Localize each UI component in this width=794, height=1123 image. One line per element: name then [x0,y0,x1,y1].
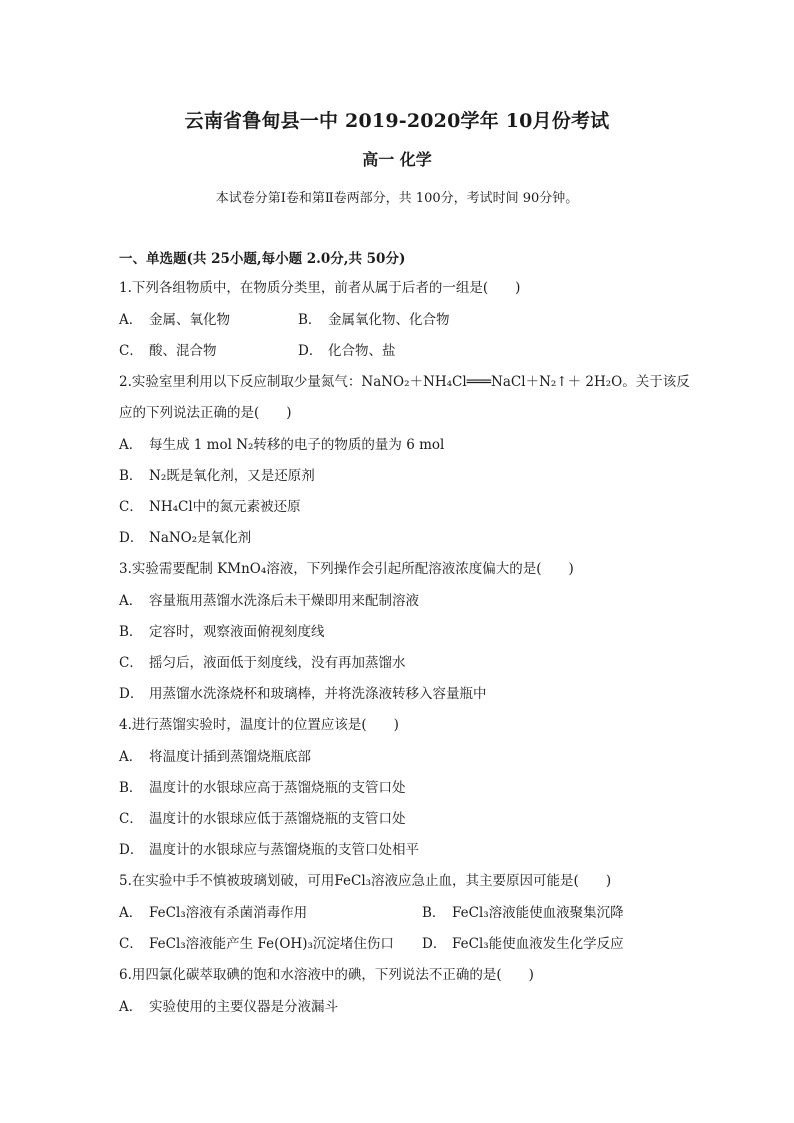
q1-option-c [119,341,217,361]
q4-option-d-letter: D． [119,842,144,858]
q1-stem: 1.下列各组物质中，在物质分类里，前者从属于后者的一组是( ) [119,280,521,296]
q4-option-a-letter: A． [119,749,143,765]
q1-option-d-letter: D． [298,343,323,359]
q2-option-a-text: 每生成 1 mol N₂转移的电子的物质的量为 6 mol [149,437,445,453]
q4-option-c-text: 温度计的水银球应低于蒸馏烧瓶的支管口处 [149,811,406,827]
q4-option-a [119,747,311,767]
q5-option-b-letter: B． [422,905,446,921]
q1-option-c-text: 酸、混合物 [149,343,217,359]
q1-option-a-text: 金属、氧化物 [149,312,230,328]
exam-intro: 本试卷分第Ⅰ卷和第Ⅱ卷两部分，共 100分，考试时间 90分钟。 [215,191,579,206]
q3-option-c-letter: C． [119,655,143,671]
q2-option-c [119,497,301,517]
q6-option-a [119,997,338,1017]
exam-title: 云南省鲁甸县一中 2019-2020学年 10月份考试 [184,110,610,132]
q2-option-b-letter: B． [119,468,143,484]
section-heading: 一、单选题(共 25小题,每小题 2.0分,共 50分) [119,251,406,267]
q6-stem: 6.用四氯化碳萃取碘的饱和水溶液中的碘，下列说法不正确的是( ) [119,967,534,983]
q2-option-d [119,528,251,548]
q3-option-a-text: 容量瓶用蒸馏水洗涤后未干燥即用来配制溶液 [149,593,419,609]
q1-option-d [298,341,396,361]
q5-option-d-letter: D． [422,936,447,952]
q3-option-d-letter: D． [119,686,144,702]
q2-option-b [119,466,315,486]
q5-option-a-text: FeCl₃溶液有杀菌消毒作用 [149,905,308,921]
q2-option-c-letter: C． [119,499,143,515]
q4-option-a-text: 将温度计插到蒸馏烧瓶底部 [149,749,311,765]
q5-option-c-text: FeCl₃溶液能产生 Fe(OH)₃沉淀堵住伤口 [149,936,394,952]
q2-option-a-letter: A． [119,437,143,453]
q3-option-b [119,622,325,642]
q1-option-a [119,310,230,330]
q5-option-a-letter: A． [119,905,143,921]
q1-option-d-text: 化合物、盐 [328,343,396,359]
q5-option-b-text: FeCl₃溶液能使血液聚集沉降 [452,905,624,921]
q2-stem-line1: 2.实验室里利用以下反应制取少量氮气：NaNO₂＋NH₄Cl═══NaCl＋N₂↑＋ 2H₂O。关于该反 [119,374,690,390]
q4-option-b-letter: B． [119,780,143,796]
q2-option-d-text: NaNO₂是氧化剂 [149,530,252,546]
q4-option-b [119,778,406,798]
q2-option-c-text: NH₄Cl中的氮元素被还原 [149,499,301,515]
q5-option-c-letter: C． [119,936,143,952]
q4-option-d-text: 温度计的水银球应与蒸馏烧瓶的支管口处相平 [149,842,419,858]
q3-option-a [119,591,419,611]
q2-stem-line2: 应的下列说法正确的是( ) [119,405,292,421]
q2-option-a [119,435,444,455]
q4-option-c [119,809,406,829]
q1-option-b [298,310,450,330]
q4-option-d [119,840,419,860]
q2-option-b-text: N₂既是氧化剂，又是还原剂 [149,468,315,484]
q4-option-b-text: 温度计的水银球应高于蒸馏烧瓶的支管口处 [149,780,406,796]
q5-option-d-text: FeCl₃能使血液发生化学反应 [452,936,624,952]
q3-option-b-text: 定容时，观察液面俯视刻度线 [149,624,325,640]
q1-option-b-text: 金属氧化物、化合物 [328,312,450,328]
q4-stem: 4.进行蒸馏实验时，温度计的位置应该是( ) [119,717,399,733]
q3-option-d [119,684,487,704]
q5-option-a [119,903,307,923]
exam-subtitle: 高一 化学 [362,150,432,169]
q5-option-b [422,903,624,923]
q6-option-a-letter: A． [119,999,143,1015]
q3-option-c-text: 摇匀后，液面低于刻度线，没有再加蒸馏水 [149,655,406,671]
q4-option-c-letter: C． [119,811,143,827]
q5-option-c [119,934,394,954]
q3-stem: 3.实验需要配制 KMnO₄溶液，下列操作会引起所配溶液浓度偏大的是( ) [119,561,574,577]
q3-option-d-text: 用蒸馏水洗涤烧杯和玻璃棒，并将洗涤液转移入容量瓶中 [149,686,487,702]
q3-option-c [119,653,406,673]
q1-option-a-letter: A． [119,312,143,328]
q3-option-a-letter: A． [119,593,143,609]
q2-option-d-letter: D． [119,530,144,546]
q1-option-b-letter: B． [298,312,322,328]
q1-option-c-letter: C． [119,343,143,359]
q6-option-a-text: 实验使用的主要仪器是分液漏斗 [149,999,338,1015]
q5-stem: 5.在实验中手不慎被玻璃划破，可用FeCl₃溶液应急止血，其主要原因可能是( ) [119,873,612,889]
q5-option-d [422,934,624,954]
q3-option-b-letter: B． [119,624,143,640]
